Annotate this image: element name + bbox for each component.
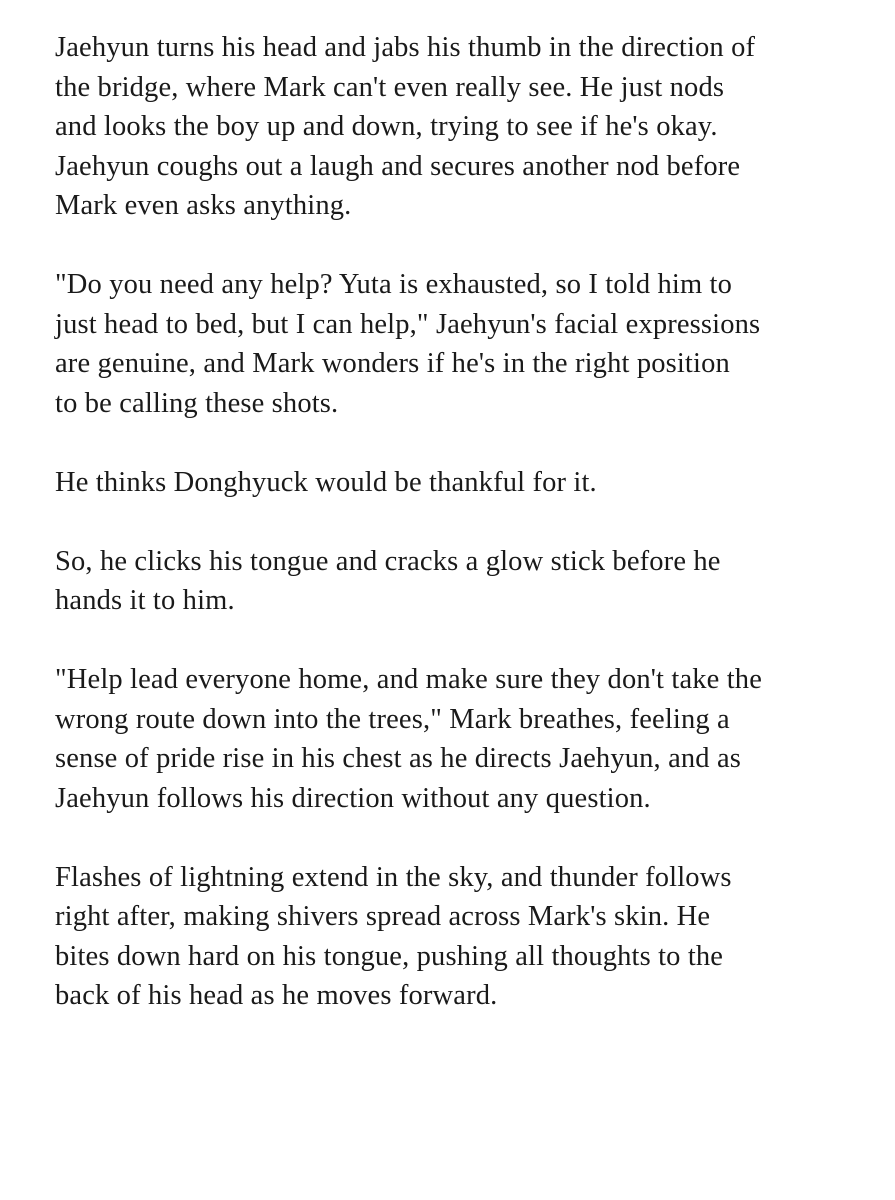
text-line: He thinks Donghyuck would be thankful for it.: [55, 466, 597, 498]
text-line: sense of pride rise in his chest as he directs Jaehyun, and as: [55, 743, 741, 774]
text-line: and looks the boy up and down, trying to see if he's okay.: [55, 111, 718, 142]
text-line: right after, making shivers spread across Mark's skin. He: [55, 901, 711, 932]
text-line: Mark even asks anything.: [55, 190, 352, 221]
text-line: hands it to him.: [55, 585, 235, 616]
text-line: "Help lead everyone home, and make sure they don't take the: [55, 664, 762, 695]
text-line: "Do you need any help? Yuta is exhausted, so I told him to: [55, 269, 733, 300]
text-line: are genuine, and Mark wonders if he's in the right position: [55, 348, 730, 379]
text-line: bites down hard on his tongue, pushing all thoughts to the: [55, 940, 724, 972]
text-line: So, he clicks his tongue and cracks a glow stick before he: [55, 545, 721, 577]
paragraph-6: [55, 858, 855, 1016]
paragraph-2: [55, 265, 855, 423]
text-line: back of his head as he moves forward.: [55, 980, 498, 1011]
text-line: Jaehyun follows his direction without any question.: [55, 782, 651, 814]
paragraph-5: [55, 660, 855, 818]
paragraph-1: [55, 28, 855, 226]
text-line: to be calling these shots.: [55, 387, 339, 419]
text-line: the bridge, where Mark can't even really see. He just nods: [55, 71, 725, 103]
text-line: Flashes of lightning extend in the sky, and thunder follows: [55, 861, 732, 893]
text-line: Jaehyun coughs out a laugh and secures another nod before: [55, 150, 741, 182]
paragraph-4: [55, 542, 855, 621]
text-line: wrong route down into the trees," Mark breathes, feeling a: [55, 703, 730, 735]
text-line: just head to bed, but I can help," Jaehyun's facial expressions: [55, 308, 761, 340]
paragraph-3: [55, 463, 855, 503]
text-line: Jaehyun turns his head and jabs his thumb in the direction of: [55, 32, 756, 63]
